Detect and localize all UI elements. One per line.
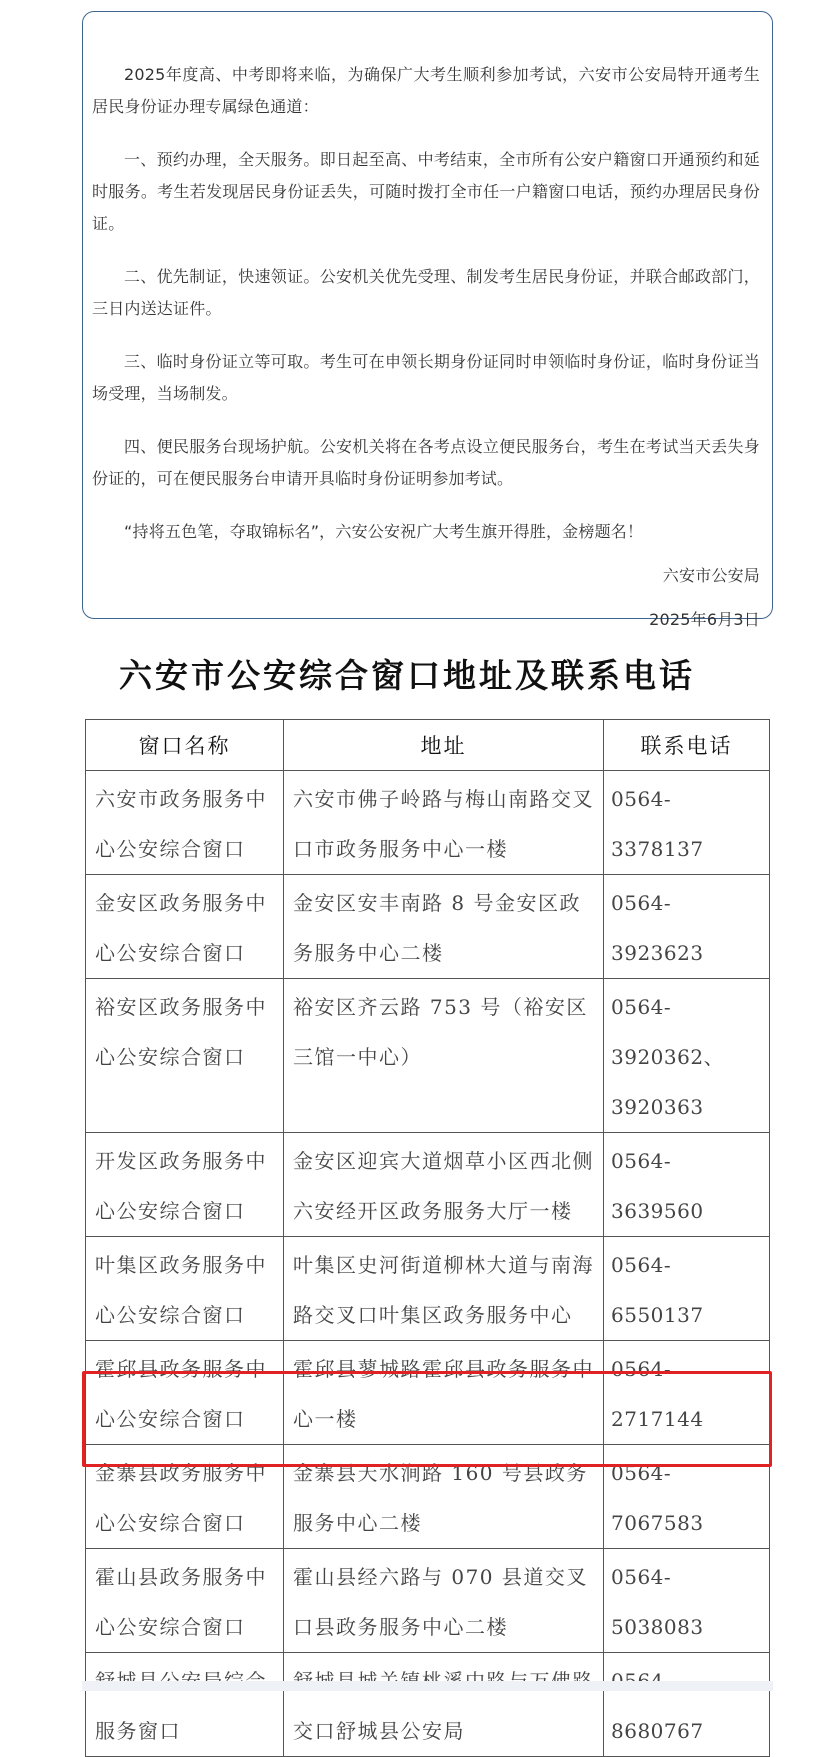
window-name-cell: 叶集区政务服务中心公安综合窗口 [86,1237,284,1341]
phone-cell: 0564-2717144 [604,1341,770,1445]
table-header-row [86,720,770,771]
address-cell: 交口舒城县公安局 [284,1653,604,1757]
phone-cell: 0564-3923623 [604,875,770,979]
window-name-cell: 霍山县政务服务中心公安综合窗口 [86,1549,284,1653]
notice-item-3: 三、临时身份证立等可取。考生可在申领长期身份证同时申领临时身份证，临时身份证当场受理，当场制发。 [92,352,760,403]
address-cell: 六安市佛子岭路与梅山南路交叉口市政务服务中心一楼 [284,771,604,875]
window-name-cell: 霍邱县政务服务中心公安综合窗口 [86,1341,284,1445]
notice-box [82,11,773,629]
table-row [86,1237,770,1341]
table-row [86,875,770,979]
address-cell: 金安区迎宾大道烟草小区西北侧六安经开区政务服务大厅一楼 [284,1133,604,1237]
phone-cell: 8680767 [604,1653,770,1757]
address-cell: 叶集区史河街道柳林大道与南海路交叉口叶集区政务服务中心 [284,1237,604,1341]
address-cell: 霍邱县蓼城路霍邱县政务服务中心一楼 [284,1341,604,1445]
window-name-cell: 金安区政务服务中心公安综合窗口 [86,875,284,979]
phone-cell: 0564-3920362、3920363 [604,979,770,1133]
notice-intro: 2025年度高、中考即将来临，为确保广大考生顺利参加考试，六安市公安局特开通考生居民身份证办理专属绿色通道： [92,65,760,116]
table-row [86,771,770,875]
bottom-divider [82,1681,773,1691]
table-row [86,1133,770,1237]
phone-cell: 0564-3378137 [604,771,770,875]
notice-item-4: 四、便民服务台现场护航。公安机关将在各考点设立便民服务台，考生在考试当天丢失身份证的，可在便民服务台申请开具临时身份证明参加考试。 [92,437,760,488]
window-name-cell: 六安市政务服务中心公安综合窗口 [86,771,284,875]
window-name-cell: 开发区政务服务中心公安综合窗口 [86,1133,284,1237]
address-cell: 金寨县天水涧路 160 号县政务服务中心二楼 [284,1445,604,1549]
address-cell: 霍山县经六路与 070 县道交叉口县政务服务中心二楼 [284,1549,604,1653]
contact-table [85,719,770,1757]
address-cell: 裕安区齐云路 753 号（裕安区三馆一中心） [284,979,604,1133]
notice-date: 2025年6月3日 [649,610,760,629]
table-row-highlighted [86,1445,770,1549]
phone-cell: 0564-7067583 [604,1445,770,1549]
phone-cell: 0564-3639560 [604,1133,770,1237]
phone-cell: 0564-5038083 [604,1549,770,1653]
notice-closing: “持将五色笔，夺取锦标名”，六安公安祝广大考生旗开得胜，金榜题名！ [124,522,644,541]
header-address: 地址 [284,720,604,771]
address-cell: 金安区安丰南路 8 号金安区政务服务中心二楼 [284,875,604,979]
window-name-cell: 服务窗口 [86,1653,284,1757]
notice-signature: 六安市公安局 [662,566,760,585]
window-name-cell: 裕安区政务服务中心公安综合窗口 [86,979,284,1133]
table-row [86,979,770,1133]
notice-item-1: 一、预约办理，全天服务。即日起至高、中考结束，全市所有公安户籍窗口开通预约和延时服务。考生若发现居民身份证丢失，可随时拨打全市任一户籍窗口电话，预约办理居民身份证。 [92,150,760,233]
header-phone: 联系电话 [604,720,770,771]
table-row [86,1549,770,1653]
window-name-cell: 金寨县政务服务中心公安综合窗口 [86,1445,284,1549]
notice-item-2: 二、优先制证，快速领证。公安机关优先受理、制发考生居民身份证，并联合邮政部门，三日内送达证件。 [92,267,760,318]
phone-cell: 0564-6550137 [604,1237,770,1341]
header-window-name: 窗口名称 [86,720,284,771]
table-row [86,1653,770,1757]
table-row [86,1341,770,1445]
table-title: 六安市公安综合窗口地址及联系电话 [119,656,695,695]
